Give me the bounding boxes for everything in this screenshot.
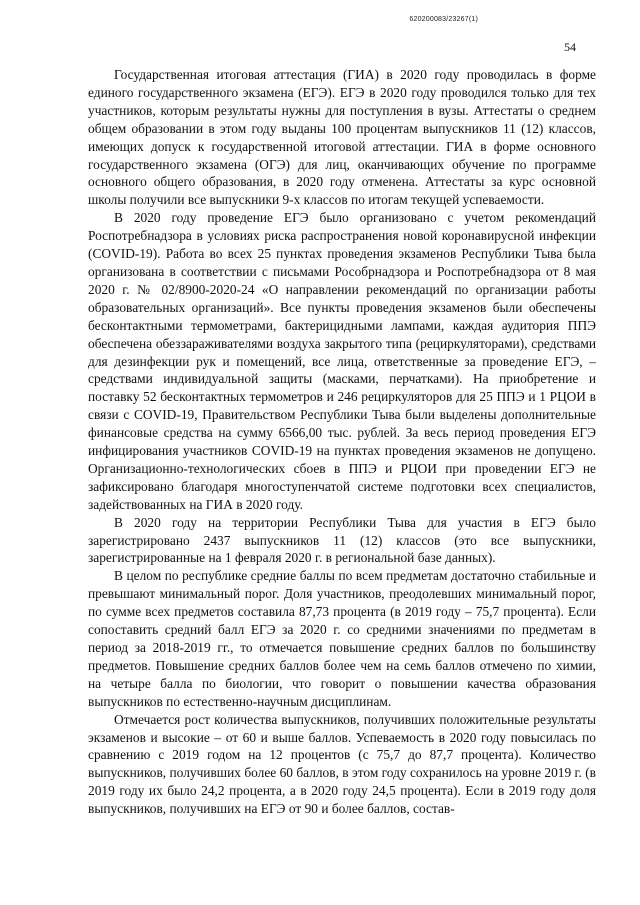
page-number: 54 [564,40,576,54]
paragraph-covid-measures: В 2020 году проведение ЕГЭ было организовано с учетом рекомендаций Роспотребнадзора в условиях риска распространения новой коронавирусной инфекции (COVID-19). Работа во всех 25 пунктах проведения экзаменов Республики Тыва была организована в соответствии с письмами Рособрнадзора и Роспотребнадзора от 8 мая 2020 г. № 02/8900-2020-24 «О направлении рекомендаций по организации работы образовательных организаций». Все пункты проведения экзаменов были обеспечены бесконтактными термометрами, бактерицидными лампами, каждая аудитория ППЭ обеспечена обеззараживателями воздуха закрытого типа (рециркуляторами), средствами для дезинфекции рук и помещений, все лица, ответственные за проведение ЕГЭ, – средствами индивидуальной защиты (масками, перчатками). На приобретение и поставку 52 бесконтактных термометров и 246 рециркуляторов для 25 ППЭ и 1 РЦОИ в связи с COVID-19, Правительством Республики Тыва были выделены дополнительные финансовые средства на сумму 6566,00 тыс. рублей. За весь период проведения ЕГЭ инфицирования участников COVID-19 на пунктах проведения экзаменов не допущено. Организационно-технологических сбоев в ППЭ и РЦОИ при проведении ЕГЭ не зафиксировано благодаря многоступенчатой системе подготовки всех специалистов, задействованных на ГИА в 2020 году. [88,210,596,512]
paragraph-gia-2020: Государственная итоговая аттестация (ГИА) в 2020 году проводилась в форме единого государственного экзамена (ЕГЭ). ЕГЭ в 2020 году проводился только для тех участников, которым результаты нужны для поступления в вузы. Аттестаты о среднем общем образовании в этом году выданы 100 процентам выпускников 11 (12) классов, имеющих допуск к государственной итоговой аттестации. ГИА в форме основного государственного экзамена (ОГЭ) для лиц, оканчивающих обучение по программе основного общего образования, в 2020 году отменена. Аттестаты за курс основной школы получили все выпускники 9-х классов по итогам текущей успеваемости. [88,67,596,208]
paragraph-results-growth: Отмечается рост количества выпускников, получивших положительные результаты экзаменов и высокие – от 60 и выше баллов. Успеваемость в 2020 году повысилась по сравнению с 2019 годом на 12 процентов (с 75,7 до 87,7 процента). Количество выпускников, получивших более 60 баллов, в этом году сохранилось на уровне 2019 г. (в 2019 году их было 24,2 процента, а в 2020 году 24,5 процента). Если в 2019 году доля выпускников, получивших на ЕГЭ от 90 и более баллов, состав- [88,711,596,817]
paragraph-average-scores: В целом по республике средние баллы по всем предметам достаточно стабильные и превышают минимальный порог. Доля участников, преодолевших минимальный порог, по сумме всех предметов составила 87,73 процента (в 2019 году – 75,7 процента). Если сопоставить средний балл ЕГЭ за 2020 г. со средними значениями по предметам в период за 2018-2019 гг., то отмечается повышение средних баллов по большинству предметов. Повышение средних баллов более чем на семь баллов отмечено по химии, на четыре балла по биологии, что говорит о повышении качества образования выпускников по естественно-научным дисциплинам. [88,568,596,709]
paragraph-registration: В 2020 году на территории Республики Тыва для участия в ЕГЭ было зарегистрировано 2437 выпускников 11 (12) классов (это все выпускники, зарегистрированные на 1 февраля 2020 г. в региональной базе данных). [88,514,596,566]
document-body [88,66,596,818]
document-id: 620200083/23267(1) [409,16,478,23]
